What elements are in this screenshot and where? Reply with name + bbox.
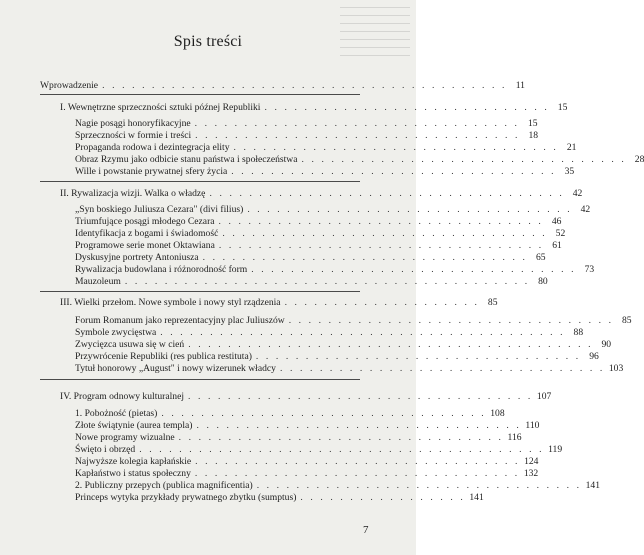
toc-chapter-page: 107	[536, 391, 552, 402]
toc-section-label: 1. Pobożność (pietas)	[75, 408, 158, 419]
toc-section	[75, 240, 562, 252]
toc-section-page: 96	[589, 351, 599, 362]
toc-section	[75, 276, 548, 288]
toc-section-page: 42	[580, 204, 591, 215]
toc-chapter-1	[60, 102, 568, 114]
toc-chapter-page: 85	[487, 297, 498, 308]
toc-entry-introduction	[40, 80, 525, 92]
leader-dots: . . . . . . . . . . . . . . . . . . . . . . . . . . . . . . . . .	[231, 166, 557, 177]
toc-section	[75, 420, 540, 432]
toc-entry-page: 11	[515, 80, 525, 91]
leader-dots: . . . . . . . . . . . . . . . . . . . . . . . . . . . . . . . . .	[301, 154, 627, 165]
toc-section-page: 132	[523, 468, 539, 479]
toc-section	[75, 480, 600, 492]
leader-dots: . . . . . . . . . . . . . . . . . . . . . . . . . . . . . . . . . . . . . . . . .	[102, 80, 507, 91]
toc-section-label: Forum Romanum jako reprezentacyjny plac Juliuszów	[75, 315, 285, 326]
leader-dots: . . . . . . . . . . . . . . . . . . . . . . . . . . . . . . . . .	[288, 315, 614, 326]
toc-section-page: 110	[525, 420, 540, 431]
toc-section-page: 90	[601, 339, 612, 350]
divider	[40, 94, 360, 95]
toc-section-page: 141	[469, 492, 484, 503]
toc-section-page: 141	[585, 480, 600, 491]
toc-section-label: Wille i powstanie prywatnej sfery życia	[75, 166, 228, 177]
toc-section-page: 73	[584, 264, 595, 275]
toc-section-page: 85	[622, 315, 632, 326]
leader-dots: . . . . . . . . . . . . . . . . . . . . . . . . . . . . . . . . .	[178, 432, 504, 443]
toc-section-page: 88	[573, 327, 584, 338]
toc-chapter-4	[60, 391, 552, 403]
toc-section	[75, 252, 546, 264]
leader-dots: . . . . . . . . . . . . . . . . . . . . . . . . . . . . . . . . .	[233, 142, 559, 153]
toc-section	[75, 456, 539, 468]
divider	[40, 181, 360, 182]
toc-chapter-2	[60, 188, 583, 200]
toc-section	[75, 351, 599, 363]
bleed-through-text	[340, 0, 410, 60]
toc-section	[75, 204, 591, 216]
toc-section-label: Najwyższe kolegia kapłańskie	[75, 456, 192, 467]
toc-chapter-label: I. Wewnętrzne sprzeczności sztuki późnej Republiki	[60, 102, 261, 113]
toc-section-label: Symbole zwycięstwa	[75, 327, 157, 338]
divider	[40, 291, 360, 292]
divider	[40, 379, 360, 380]
toc-section-page: 46	[551, 216, 562, 227]
toc-section-page: 65	[535, 252, 546, 263]
leader-dots: . . . . . . . . . . . . . . . . . . . . . . . . . . . . . . . . .	[194, 118, 520, 129]
toc-section-label: Mauzoleum	[75, 276, 121, 287]
leader-dots: . . . . . . . . . . . . . . . . . . . . . . . . . . . . . . . . .	[195, 456, 521, 467]
toc-section-page: 108	[490, 408, 505, 419]
toc-section-label: Złote świątynie (aurea templa)	[75, 420, 193, 431]
toc-section-label: „Syn boskiego Juliusza Cezara" (divi filius)	[75, 204, 244, 215]
toc-section-label: Dyskusyjne portrety Antoniusza	[75, 252, 199, 263]
toc-section-label: Identyfikacja z bogami i świadomość	[75, 228, 219, 239]
toc-section	[75, 468, 539, 480]
leader-dots: . . . . . . . . . . . . . . . . . . . .	[284, 297, 480, 308]
toc-section-label: Obraz Rzymu jako odbicie stanu państwa i społeczeństwa	[75, 154, 298, 165]
toc-section-label: 2. Publiczny przepych (publica magnificentia)	[75, 480, 253, 491]
leader-dots: . . . . . . . . . . . . . . . . . . . . . . . . . . . . . . . . .	[279, 363, 605, 374]
toc-section-page: 28	[634, 154, 644, 165]
toc-section	[75, 216, 562, 228]
toc-section	[75, 339, 612, 351]
toc-section-page: 124	[524, 456, 539, 467]
toc-section	[75, 315, 632, 327]
toc-chapter-3	[60, 297, 498, 309]
toc-section-label: Tytuł honorowy „August" i nowy wizerunek władcy	[75, 363, 276, 374]
page-number: 7	[363, 524, 369, 536]
toc-section	[75, 142, 577, 154]
toc-section	[75, 432, 522, 444]
toc-section-label: Zwycięzca usuwa się w cień	[75, 339, 185, 350]
toc-section-page: 61	[552, 240, 562, 251]
toc-section-label: Propaganda rodowa i dezintegracja elity	[75, 142, 230, 153]
leader-dots: . . . . . . . . . . . . . . . . . . . . . . . . . . . . . . . . . . .	[188, 391, 533, 402]
leader-dots: . . . . . . . . . . . . . . . . . . . . . . . . . . . . . . . . .	[251, 264, 577, 275]
leader-dots: . . . . . . . . . . . . . . . . . . . . . . . . . . . . . . . . .	[255, 351, 581, 362]
toc-section	[75, 363, 624, 375]
toc-chapter-label: IV. Program odnowy kulturalnej	[60, 391, 184, 402]
toc-section	[75, 228, 566, 240]
leader-dots: . . . . . . . . . . . . . . . . . . . . . . . . . . . . . . . . .	[202, 252, 528, 263]
leader-dots: . . . . . . . . . . . . . . . . . . . . . . . . . . . . . . . . . . . . . . . . .	[139, 444, 545, 455]
leader-dots: . . . . . . . . . . . . . . . . . . . . . . . . . . . . . . . . .	[247, 204, 573, 215]
leader-dots: . . . . . . . . . . . . . . . . . . . . . . . . . . . . . . . . .	[256, 480, 582, 491]
leader-dots: . . . . . . . . . . . . . . . . . . . . . . . . . . . . .	[264, 102, 550, 113]
toc-section-label: Święto i obrzęd	[75, 444, 136, 455]
leader-dots: . . . . . . . . . . . . . . . . . . . . . . . . . . . . . . . . .	[194, 468, 520, 479]
toc-section	[75, 264, 595, 276]
toc-section	[75, 444, 563, 456]
toc-section-label: Princeps wytyka przykłady prywatnego zbytku (sumptus)	[75, 492, 297, 503]
toc-section-label: Przywrócenie Republiki (res publica restituta)	[75, 351, 252, 362]
leader-dots: . . . . . . . . . . . . . . . . .	[300, 492, 466, 503]
toc-section	[75, 154, 644, 166]
leader-dots: . . . . . . . . . . . . . . . . . . . . . . . . . . . . . . . . . . . .	[209, 188, 565, 199]
toc-section	[75, 130, 539, 142]
leader-dots: . . . . . . . . . . . . . . . . . . . . . . . . . . . . . . . . .	[218, 240, 544, 251]
leader-dots: . . . . . . . . . . . . . . . . . . . . . . . . . . . . . . . . .	[195, 130, 521, 141]
toc-section	[75, 118, 538, 130]
toc-section-page: 18	[528, 130, 539, 141]
toc-chapter-label: III. Wielki przełom. Nowe symbole i nowy styl rządzenia	[60, 297, 281, 308]
toc-section-page: 15	[527, 118, 538, 129]
toc-section-page: 80	[538, 276, 548, 287]
toc-section-label: Sprzeczności w formie i treści	[75, 130, 192, 141]
toc-chapter-label: II. Rywalizacja wizji. Walka o władzę	[60, 188, 206, 199]
toc-section	[75, 327, 584, 339]
toc-chapter-page: 42	[572, 188, 583, 199]
leader-dots: . . . . . . . . . . . . . . . . . . . . . . . . . . . . . . . . .	[218, 216, 544, 227]
toc-chapter-page: 15	[557, 102, 568, 113]
leader-dots: . . . . . . . . . . . . . . . . . . . . . . . . . . . . . . . . . . . . . . . . .	[188, 339, 594, 350]
page-title: Spis treści	[173, 33, 243, 50]
leader-dots: . . . . . . . . . . . . . . . . . . . . . . . . . . . . . . . . . . . . . . . . .	[160, 327, 566, 338]
toc-section-label: Nagie posągi honoryfikacyjne	[75, 118, 191, 129]
toc-section-label: Programowe serie monet Oktawiana	[75, 240, 215, 251]
toc-entry-label: Wprowadzenie	[40, 80, 99, 91]
leader-dots: . . . . . . . . . . . . . . . . . . . . . . . . . . . . . . . . .	[161, 408, 487, 419]
toc-section-page: 52	[555, 228, 566, 239]
toc-section-page: 21	[566, 142, 577, 153]
leader-dots: . . . . . . . . . . . . . . . . . . . . . . . . . . . . . . . . .	[196, 420, 522, 431]
toc-section-page: 119	[548, 444, 563, 455]
toc-section-page: 103	[608, 363, 624, 374]
toc-section	[75, 166, 575, 178]
toc-section	[75, 492, 484, 504]
leader-dots: . . . . . . . . . . . . . . . . . . . . . . . . . . . . . . . . . . . . . . . . .	[124, 276, 530, 287]
toc-section-page: 116	[507, 432, 522, 443]
toc-section	[75, 408, 505, 420]
toc-section-label: Triumfujące posągi młodego Cezara	[75, 216, 215, 227]
toc-section-label: Rywalizacja budowlana i różnorodność form	[75, 264, 248, 275]
toc-section-label: Nowe programy wizualne	[75, 432, 175, 443]
toc-section-label: Kapłaństwo i status społeczny	[75, 468, 191, 479]
toc-section-page: 35	[564, 166, 575, 177]
leader-dots: . . . . . . . . . . . . . . . . . . . . . . . . . . . . . . . . .	[222, 228, 548, 239]
